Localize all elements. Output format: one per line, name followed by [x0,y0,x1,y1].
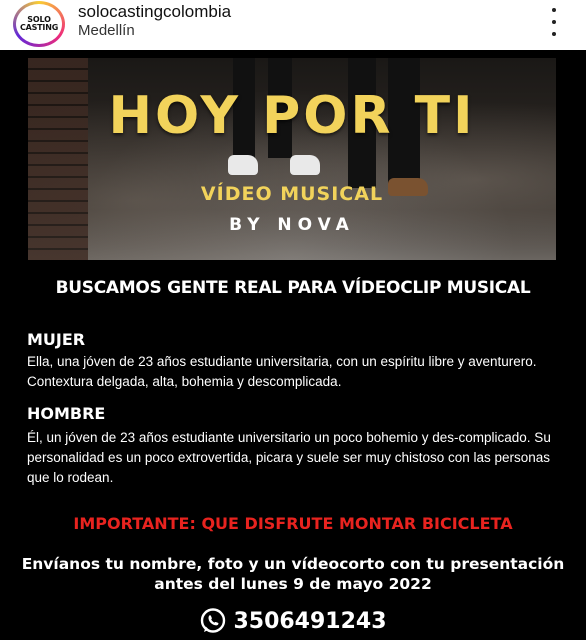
section-body-hombre: Él, un jóven de 23 años estudiante universitario un poco bohemio y des-complicado. Su personalidad es un poco extrovertida, picara y suele ser muy chistoso con las personas que lo rodean. [27,430,551,485]
avatar-text-top: SOLO [27,15,51,24]
send-line-1: Envíanos tu nombre, foto y un vídeocorto con tu presentación [21,555,565,573]
avatar-text-bottom: CASTING [19,23,59,32]
section-title-mujer: MUJER [27,330,86,349]
more-vertical-icon[interactable] [545,8,563,36]
hero-image [28,58,556,260]
shoe-graphic [290,155,320,175]
section-body-mujer: Ella, una jóven de 23 años estudiante universitaria, con un espíritu libre y aventurero. Contextura delgada, alta, bohemia y descomplicada. [27,354,537,389]
section-title-hombre: HOMBRE [27,404,106,423]
location-link[interactable]: Medellín [78,22,135,39]
avatar-logo [16,4,62,44]
send-line-2: antes del lunes 9 de mayo 2022 [154,575,432,593]
important-note: IMPORTANTE: QUE DISFRUTE MONTAR BICICLETA [73,514,513,533]
post-headline: BUSCAMOS GENTE REAL PARA VÍDEOCLIP MUSICAL [55,278,531,298]
hero-title: HOY POR TI [108,86,476,146]
whatsapp-icon [199,607,227,635]
profile-avatar[interactable] [13,1,65,47]
hero-subtitle: VÍDEO MUSICAL [200,183,384,205]
shoe-graphic [228,155,258,175]
phone-number[interactable]: 3506491243 [233,608,387,634]
hero-byline: BY NOVA [229,215,355,235]
submission-instructions [0,554,586,594]
post-header [0,0,586,50]
contact-row [0,607,586,635]
username-link[interactable]: solocastingcolombia [78,2,232,21]
